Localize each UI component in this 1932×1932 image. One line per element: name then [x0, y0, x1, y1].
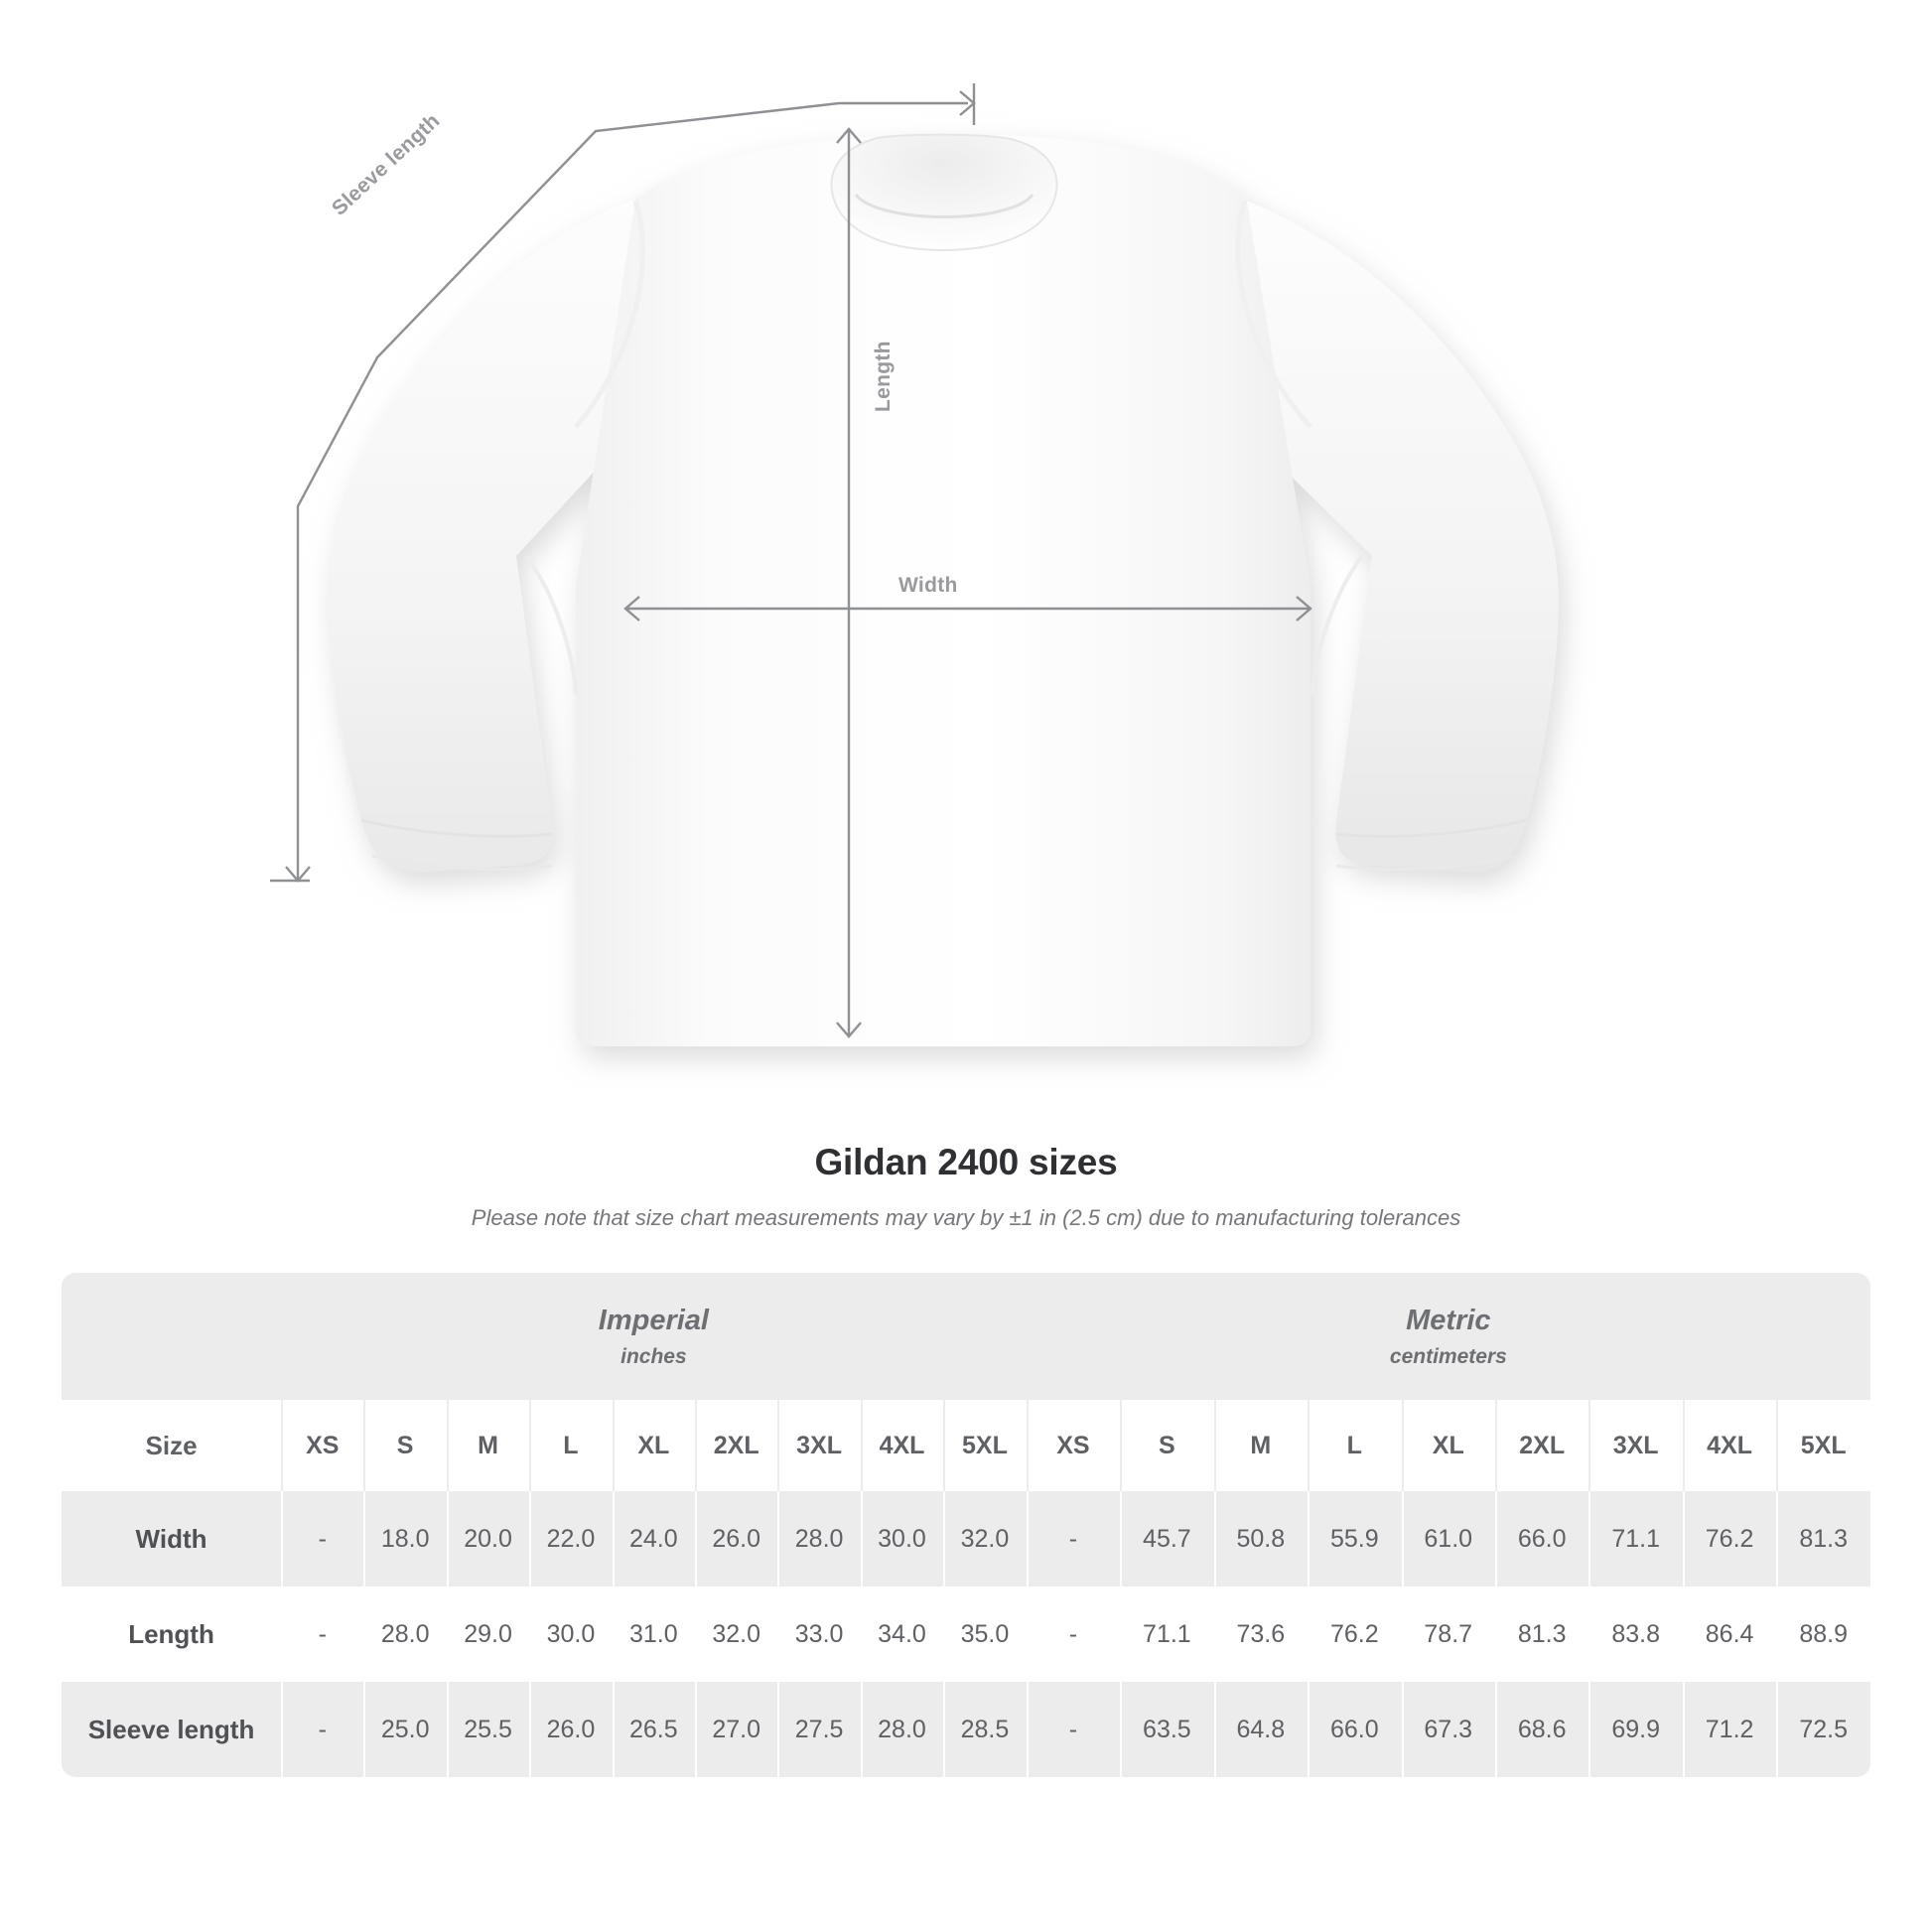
size-table-wrapper	[62, 1273, 1870, 1777]
cell-sleeve-metric-3xl: 69.9	[1588, 1682, 1682, 1777]
table-row	[62, 1682, 1870, 1777]
cell-length-metric-s: 71.1	[1120, 1587, 1213, 1682]
size-header-metric-l: L	[1308, 1400, 1401, 1491]
size-header-imperial-4xl: 4XL	[861, 1400, 943, 1491]
cell-width-imperial-m: 20.0	[447, 1491, 529, 1587]
cell-length-imperial-xs: -	[281, 1587, 363, 1682]
size-header-imperial-3xl: 3XL	[777, 1400, 860, 1491]
size-header-imperial-5xl: 5XL	[943, 1400, 1027, 1491]
sleeve-length-dimension-label: Sleeve length	[328, 108, 445, 220]
chart-title-block	[0, 1142, 1932, 1231]
cell-length-imperial-2xl: 32.0	[695, 1587, 777, 1682]
row-label-sleeve-length: Sleeve length	[62, 1682, 281, 1777]
size-header-imperial-m: M	[447, 1400, 529, 1491]
length-dimension-label: Length	[872, 341, 895, 412]
size-header-row	[62, 1400, 1870, 1491]
cell-sleeve-metric-s: 63.5	[1120, 1682, 1213, 1777]
cell-sleeve-metric-5xl: 72.5	[1776, 1682, 1870, 1777]
unit-sub-metric: centimeters	[1389, 1344, 1507, 1368]
unit-name-metric: Metric	[1406, 1304, 1491, 1336]
cell-sleeve-metric-xl: 67.3	[1402, 1682, 1495, 1777]
cell-width-metric-xl: 61.0	[1402, 1491, 1495, 1587]
cell-width-metric-5xl: 81.3	[1776, 1491, 1870, 1587]
cell-sleeve-imperial-2xl: 27.0	[695, 1682, 777, 1777]
size-table	[62, 1273, 1870, 1777]
cell-length-metric-5xl: 88.9	[1776, 1587, 1870, 1682]
unit-group-header-row	[62, 1273, 1870, 1400]
cell-width-imperial-5xl: 32.0	[943, 1491, 1027, 1587]
page-title: Gildan 2400 sizes	[814, 1142, 1118, 1182]
cell-length-imperial-xl: 31.0	[613, 1587, 695, 1682]
size-header-imperial-2xl: 2XL	[695, 1400, 777, 1491]
cell-sleeve-imperial-m: 25.5	[447, 1682, 529, 1777]
cell-length-metric-m: 73.6	[1214, 1587, 1308, 1682]
size-header-metric-3xl: 3XL	[1588, 1400, 1682, 1491]
unit-header-imperial	[281, 1273, 1027, 1400]
cell-sleeve-metric-m: 64.8	[1214, 1682, 1308, 1777]
cell-length-imperial-5xl: 35.0	[943, 1587, 1027, 1682]
cell-width-imperial-l: 22.0	[529, 1491, 612, 1587]
width-dimension-label: Width	[898, 574, 958, 597]
row-label-width: Width	[62, 1491, 281, 1587]
size-header-metric-5xl: 5XL	[1776, 1400, 1870, 1491]
row-label-length: Length	[62, 1587, 281, 1682]
cell-width-metric-m: 50.8	[1214, 1491, 1308, 1587]
cell-sleeve-imperial-xl: 26.5	[613, 1682, 695, 1777]
cell-sleeve-imperial-s: 25.0	[363, 1682, 446, 1777]
size-header-metric-4xl: 4XL	[1683, 1400, 1776, 1491]
unit-header-spacer	[62, 1273, 281, 1400]
size-header-metric-s: S	[1120, 1400, 1213, 1491]
cell-width-metric-xs: -	[1027, 1491, 1120, 1587]
cell-length-imperial-m: 29.0	[447, 1587, 529, 1682]
cell-sleeve-imperial-5xl: 28.5	[943, 1682, 1027, 1777]
cell-width-metric-l: 55.9	[1308, 1491, 1401, 1587]
size-header-metric-xs: XS	[1027, 1400, 1120, 1491]
cell-width-imperial-xs: -	[281, 1491, 363, 1587]
size-header-imperial-l: L	[529, 1400, 612, 1491]
unit-name-imperial: Imperial	[598, 1304, 709, 1336]
table-row	[62, 1587, 1870, 1682]
cell-length-imperial-s: 28.0	[363, 1587, 446, 1682]
unit-header-metric	[1027, 1273, 1870, 1400]
table-row	[62, 1491, 1870, 1587]
size-header-metric-2xl: 2XL	[1495, 1400, 1588, 1491]
cell-width-imperial-2xl: 26.0	[695, 1491, 777, 1587]
size-header-imperial-xl: XL	[613, 1400, 695, 1491]
cell-length-metric-xl: 78.7	[1402, 1587, 1495, 1682]
cell-length-imperial-l: 30.0	[529, 1587, 612, 1682]
cell-length-metric-3xl: 83.8	[1588, 1587, 1682, 1682]
cell-sleeve-imperial-4xl: 28.0	[861, 1682, 943, 1777]
cell-width-imperial-3xl: 28.0	[777, 1491, 860, 1587]
size-header-imperial-s: S	[363, 1400, 446, 1491]
cell-sleeve-metric-l: 66.0	[1308, 1682, 1401, 1777]
unit-sub-imperial: inches	[621, 1344, 687, 1368]
cell-length-imperial-4xl: 34.0	[861, 1587, 943, 1682]
cell-sleeve-metric-4xl: 71.2	[1683, 1682, 1776, 1777]
cell-width-metric-4xl: 76.2	[1683, 1491, 1776, 1587]
size-header-imperial-xs: XS	[281, 1400, 363, 1491]
cell-width-imperial-4xl: 30.0	[861, 1491, 943, 1587]
cell-sleeve-imperial-3xl: 27.5	[777, 1682, 860, 1777]
cell-sleeve-imperial-l: 26.0	[529, 1682, 612, 1777]
size-header-metric-m: M	[1214, 1400, 1308, 1491]
size-header-label: Size	[62, 1400, 281, 1491]
cell-width-metric-3xl: 71.1	[1588, 1491, 1682, 1587]
cell-width-imperial-xl: 24.0	[613, 1491, 695, 1587]
cell-length-metric-l: 76.2	[1308, 1587, 1401, 1682]
cell-length-metric-2xl: 81.3	[1495, 1587, 1588, 1682]
cell-width-metric-s: 45.7	[1120, 1491, 1213, 1587]
cell-width-metric-2xl: 66.0	[1495, 1491, 1588, 1587]
cell-length-imperial-3xl: 33.0	[777, 1587, 860, 1682]
cell-sleeve-metric-2xl: 68.6	[1495, 1682, 1588, 1777]
tolerance-note: Please note that size chart measurements may vary by ±1 in (2.5 cm) due to manufacturing tolerances	[471, 1205, 1461, 1230]
cell-width-imperial-s: 18.0	[363, 1491, 446, 1587]
cell-length-metric-4xl: 86.4	[1683, 1587, 1776, 1682]
cell-sleeve-imperial-xs: -	[281, 1682, 363, 1777]
size-header-metric-xl: XL	[1402, 1400, 1495, 1491]
cell-length-metric-xs: -	[1027, 1587, 1120, 1682]
cell-sleeve-metric-xs: -	[1027, 1682, 1120, 1777]
